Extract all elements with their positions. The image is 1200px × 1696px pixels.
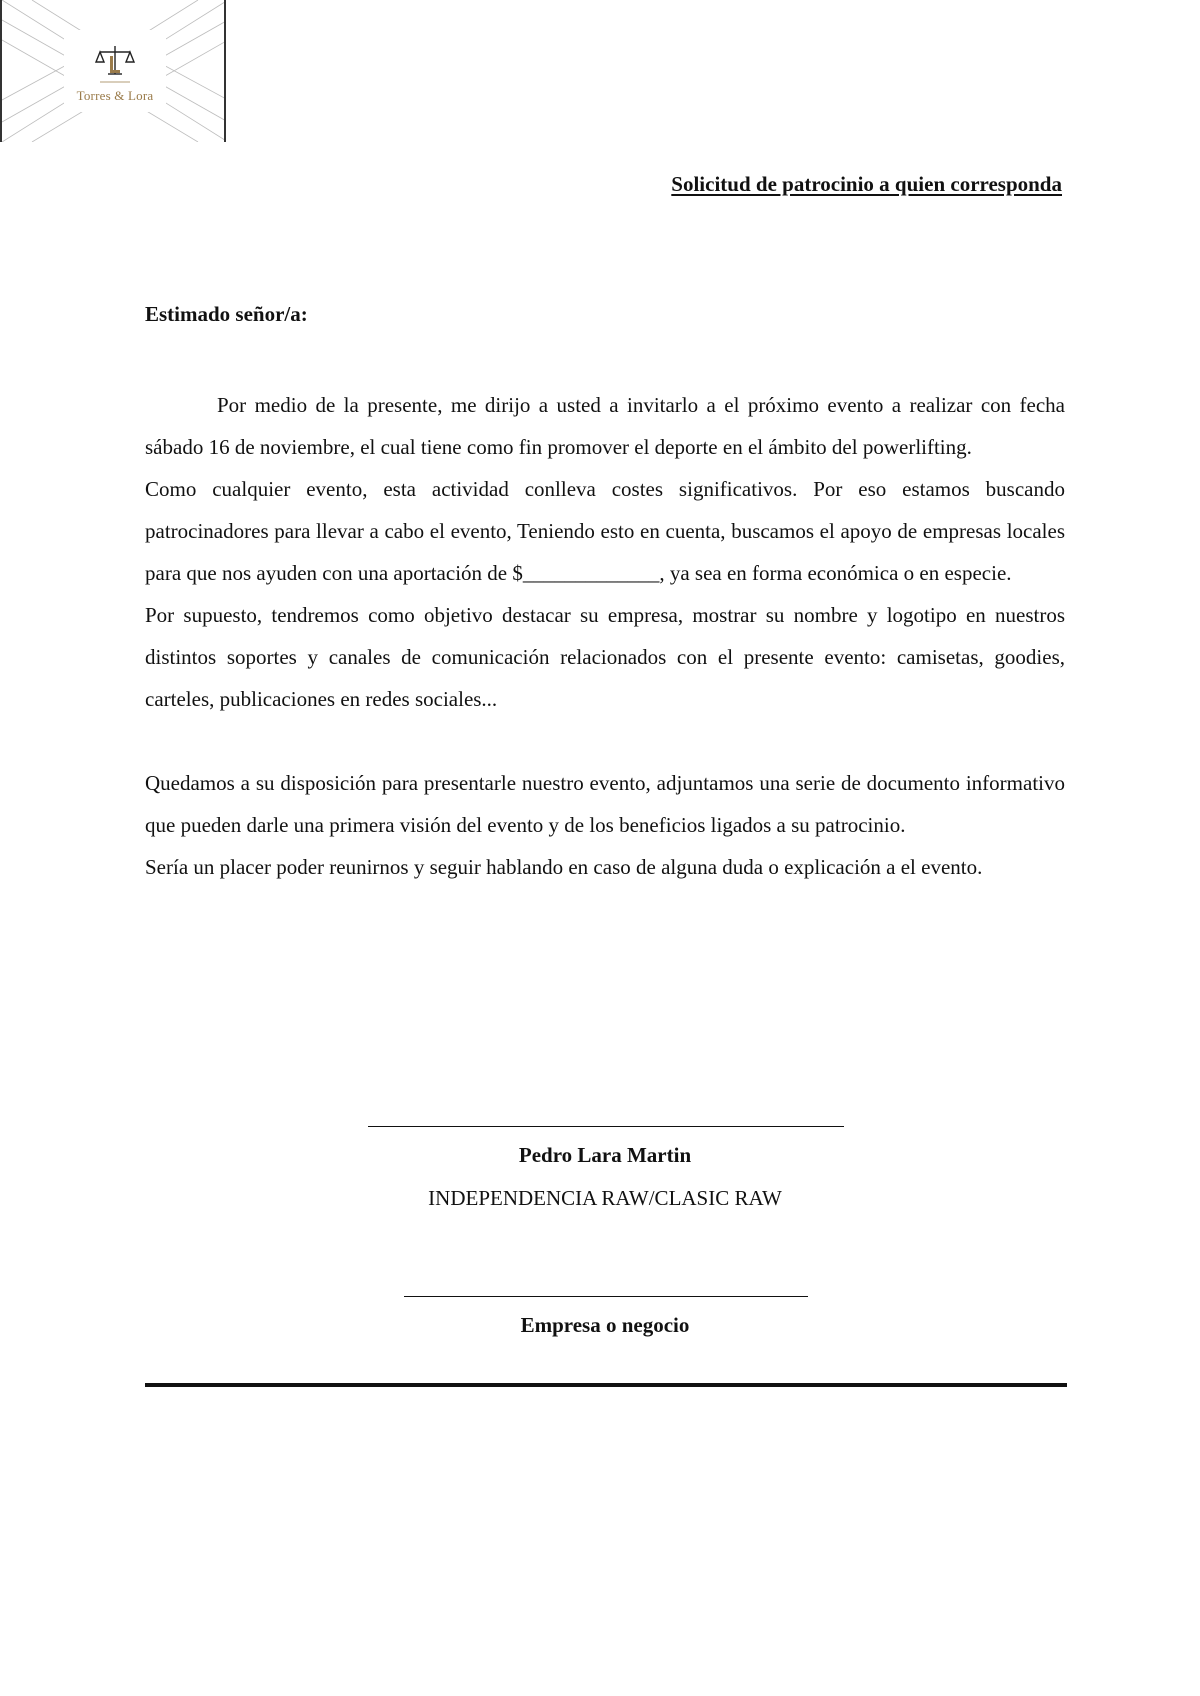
paragraph-benefits: Por supuesto, tendremos como objetivo destacar su empresa, mostrar su nombre y logotipo en nuestros distintos soportes y canales de comunicación relacionados con el presente evento: camisetas, goodies, carteles, publicaciones en redes sociales... — [145, 603, 1065, 711]
letter-body — [145, 384, 1065, 888]
signature-line-company — [404, 1296, 808, 1297]
salutation: Estimado señor/a: — [145, 302, 308, 326]
letterhead-logo — [0, 0, 226, 142]
document-title: Solicitud de patrocinio a quien corresponda — [671, 172, 1062, 196]
paragraph-closing: Sería un placer poder reunirnos y seguir hablando en caso de alguna duda o explicación a el evento. — [145, 855, 983, 879]
scales-of-justice-icon — [2, 0, 226, 142]
paragraph-invitation: Por medio de la presente, me dirijo a usted a invitarlo a el próximo evento a realizar con fecha sábado 16 de noviembre, el cual tiene como fin promover el deporte en el ámbito del powerlifting. — [145, 393, 1065, 459]
paragraph-costs: Como cualquier evento, esta actividad conlleva costes significativos. Por eso estamos buscando patrocinadores para llevar a cabo el evento, Teniendo esto en cuenta, buscamos el apoyo de empresas locales para que nos ayuden con una aportación de $_____________, ya sea en forma económica o en especie. — [145, 477, 1065, 585]
footer-divider — [145, 1383, 1067, 1387]
logo-firm-name: Torres & Lora — [76, 88, 154, 103]
signer-name: Pedro Lara Martin — [518, 1143, 692, 1167]
signature-line-signer — [368, 1126, 844, 1127]
signer-organization: INDEPENDENCIA RAW/CLASIC RAW — [428, 1186, 782, 1210]
paragraph-availability: Quedamos a su disposición para presentarle nuestro evento, adjuntamos una serie de documento informativo que pueden darle una primera visión del evento y de los beneficios ligados a su patrocinio. — [145, 771, 1065, 837]
company-label: Empresa o negocio — [520, 1313, 690, 1337]
